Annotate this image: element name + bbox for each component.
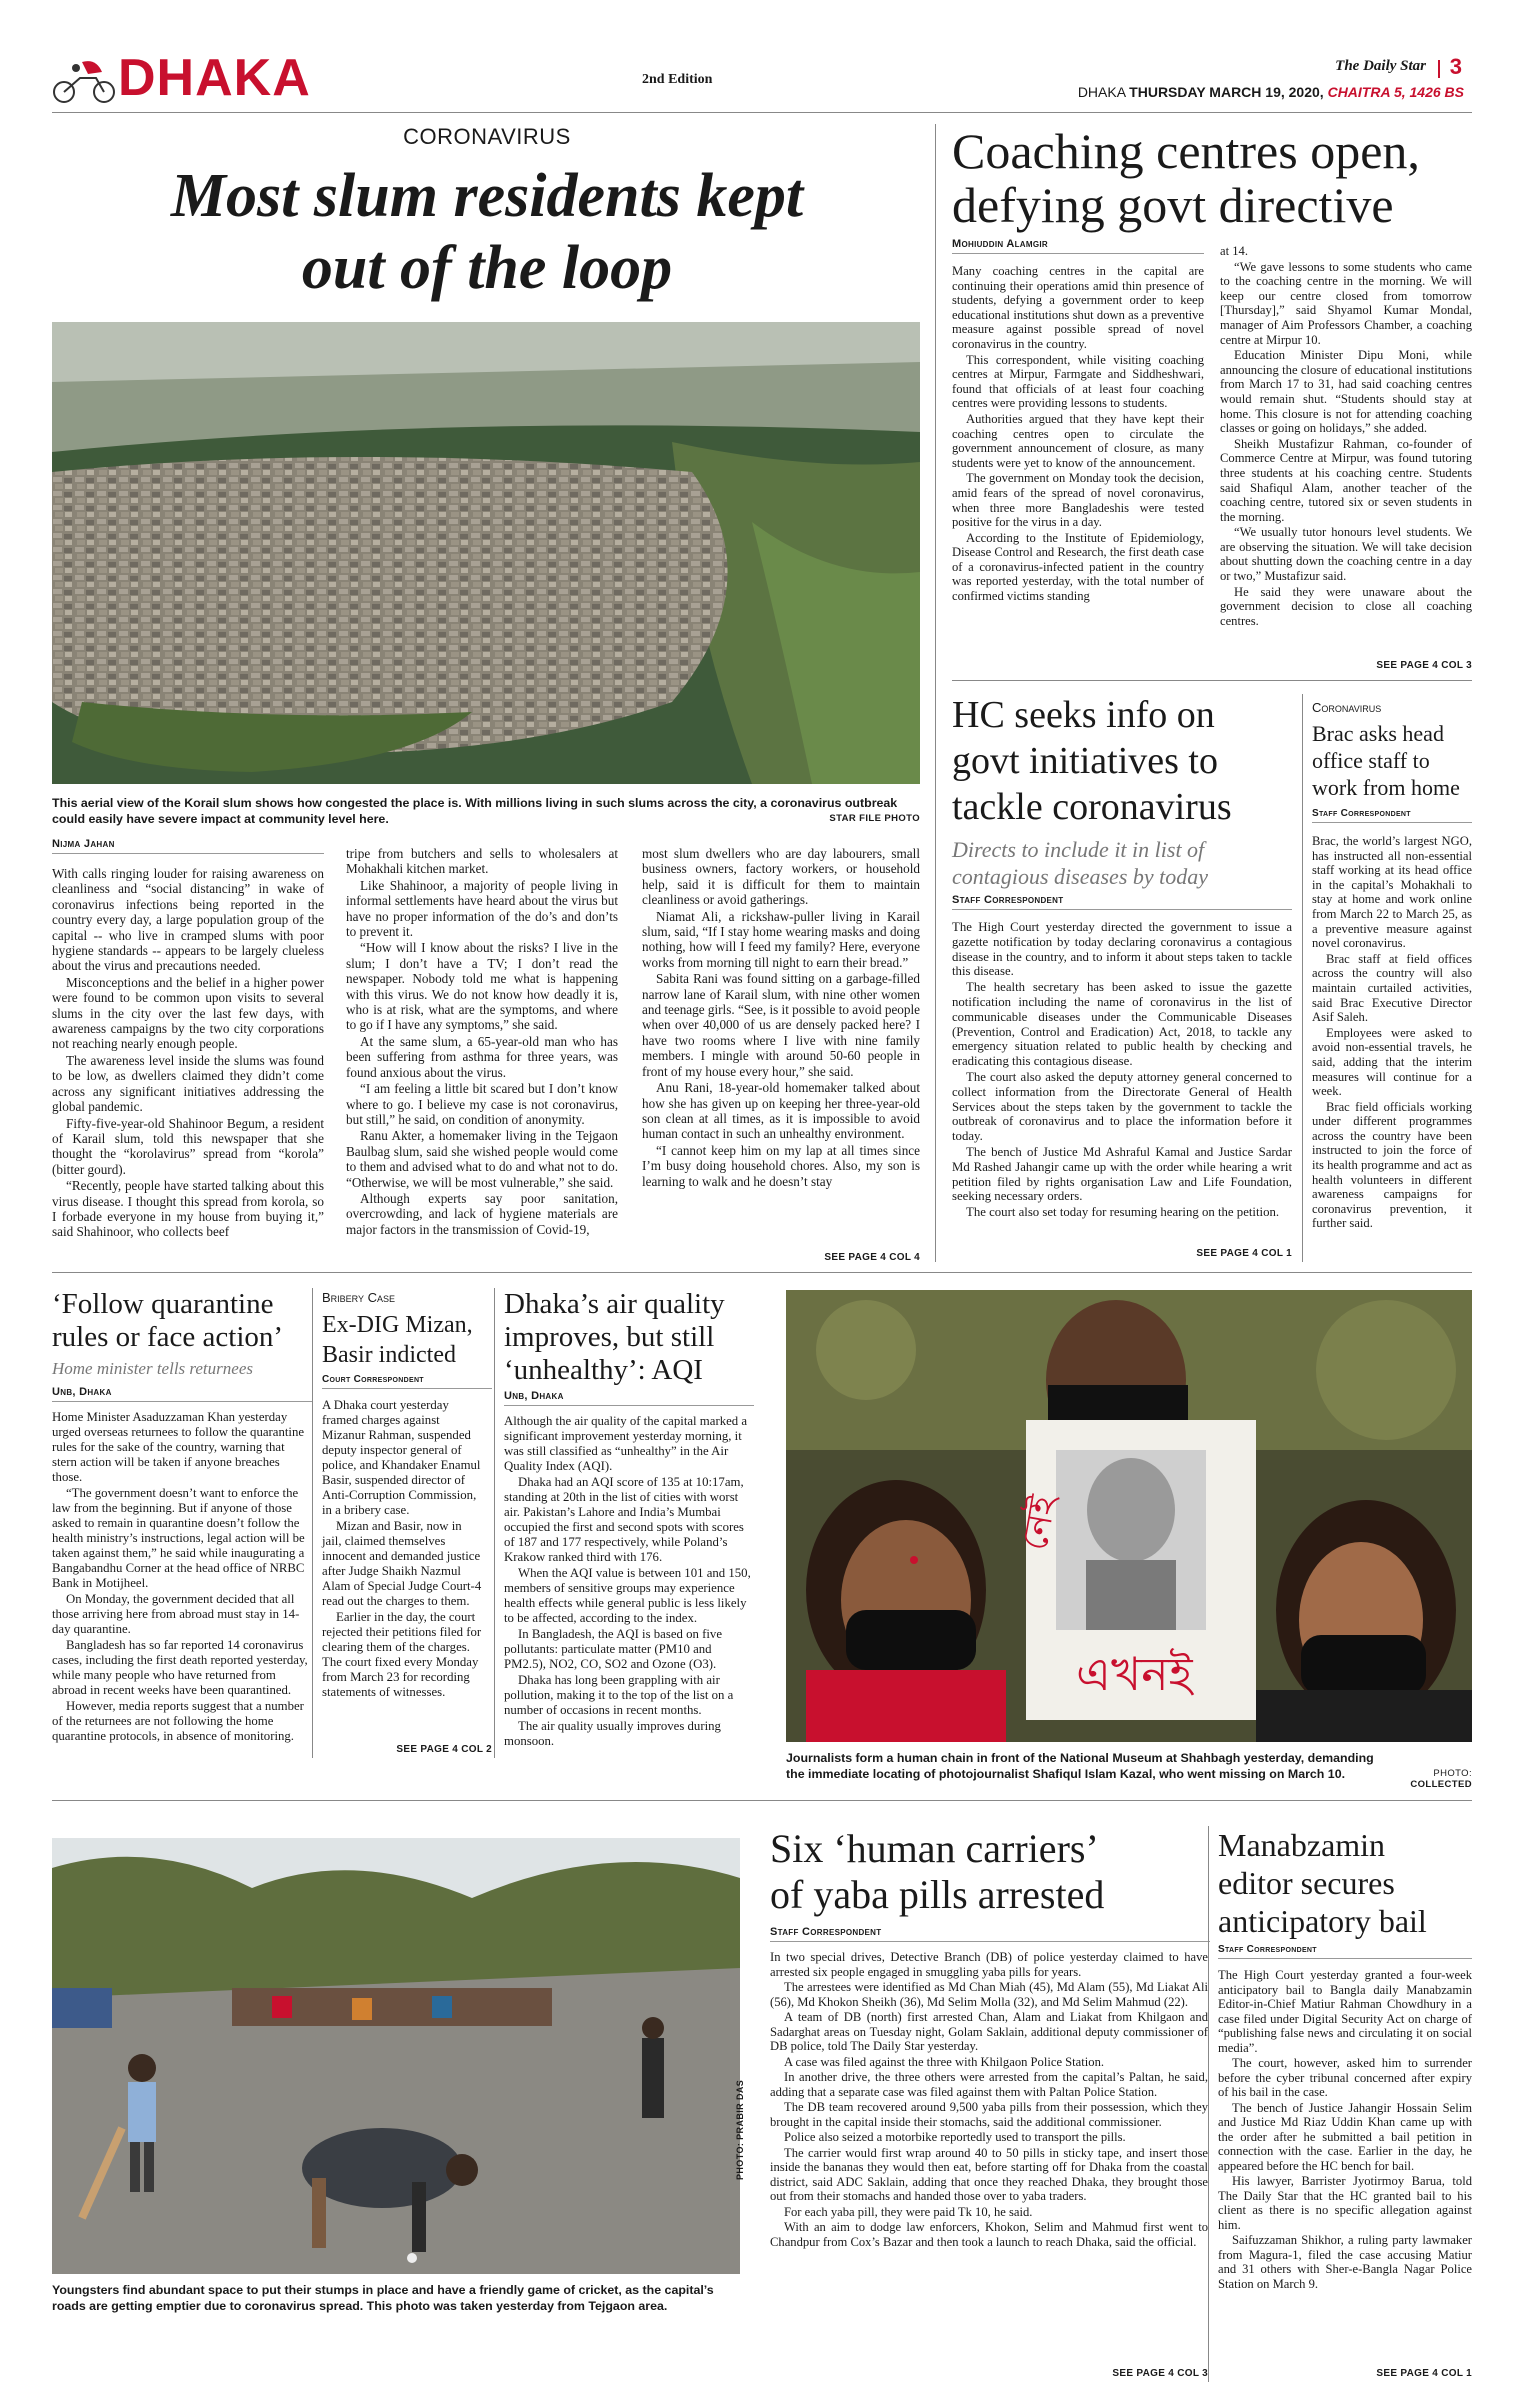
air-headline-line2: improves, but still: [504, 1321, 715, 1353]
hc-headline-line1: HC seeks info on: [952, 694, 1215, 736]
brac-kicker: Coronavirus: [1312, 700, 1382, 715]
column-rule-main: [935, 124, 936, 1262]
protest-caption: Journalists form a human chain in front of the National Museum at Shahbagh yesterday, demanding the immediate locating of photojournalist Shafiqul Islam Kazal, who went missing on March 10.: [786, 1751, 1374, 1781]
hc-subhead-line2: contagious diseases by today: [952, 864, 1209, 889]
hc-subhead-line1: Directs to include it in list of: [952, 837, 1205, 862]
yaba-p7: Police also seized a motorbike reportedly used to transport the pills.: [784, 2130, 1126, 2144]
yaba-p4: A case was filed against the three with Khilgaon Police Station.: [784, 2054, 1105, 2069]
slum-col3-p2: Niamat Ali, a rickshaw-puller living in Karail slum, said, “If I stay home wearing masks and doing nothing, how will I feed my family? Here, everyone works from morning till night to earn their bread.”: [642, 908, 920, 970]
hc-p2: The health secretary has been asked to issue the gazette notification including the name of coronavirus in the list of communicable diseases under the Communicable Diseases (Prevention, Control and Eradication) Act, 2018, to tackle any emergency situation related to public health by checking and eradicating this contagious disease.: [952, 980, 1292, 1069]
manab-p4: His lawyer, Barrister Jyotirmoy Barua, told The Daily Star that the HC granted bail to his client as there is no specific allegation against him.: [1218, 2174, 1472, 2232]
manab-byline: Staff Correspondent: [1218, 1944, 1472, 1959]
yaba-headline: [770, 1826, 1190, 1918]
yaba-byline: Staff Correspondent: [770, 1926, 1210, 1942]
coaching-col1-p5: According to the Institute of Epidemiology, Disease Control and Research, the first death case of a coronavirus-infected patient in the country was reported yesterday, with the total number of confirmed victims standing: [952, 530, 1204, 604]
dateline: [1078, 84, 1464, 100]
masthead: [52, 49, 1472, 110]
quarantine-p5: However, media reports suggest that a number of the returnees are not following the home quarantine protocols, in absence of monitoring.: [52, 1699, 304, 1743]
coaching-headline: [952, 124, 1472, 232]
hc-brac-rule: [1302, 694, 1303, 1262]
coaching-bottom-rule: [952, 680, 1472, 681]
air-p1: Although the air quality of the capital marked a significant improvement yesterday morning, it was still classified as “unhealthy” in the Air Quality Index (AQI).: [504, 1414, 748, 1473]
middle-bottom-rule: [52, 1800, 1472, 1801]
slum-col2-p2: Like Shahinoor, a majority of people living in informal settlements have heard about the virus but have no proper information of the do’s and don’ts to prevent it.: [346, 877, 618, 940]
coaching-col1-p3: Authorities argued that they have kept their coaching centres open to circulate the government announcement of closure, as many students were yet to know of the announcement.: [952, 411, 1204, 470]
hc-p1: The High Court yesterday directed the government to issue a gazette notification by today declaring coronavirus a contagious disease in the country, and to inform it about steps taken to tackle this disease.: [952, 920, 1292, 979]
yaba-p3: A team of DB (north) first arrested Chan, Alam and Liakat from Khilgaon and Sadarghat areas on Tuesday night, Golam Saklain, additional deputy commissioner of DB police, told The Daily Star yesterday.: [770, 2010, 1208, 2053]
manab-headline-line1: Manabzamin: [1218, 1827, 1386, 1863]
korail-slum-photo: [52, 322, 920, 784]
protest-photo-credit: [1370, 1768, 1472, 1790]
quarantine-headline-line1: ‘Follow quarantine: [52, 1288, 274, 1320]
page-number: 3: [1449, 54, 1462, 79]
bribery-headline-line1: Ex-DIG Mizan,: [322, 1312, 473, 1338]
quarantine-bribery-rule: [312, 1288, 313, 1758]
coaching-col2: [1220, 244, 1472, 629]
slum-byline: Nijma Jahan: [52, 838, 324, 854]
edition-label: 2nd Edition: [642, 72, 713, 87]
air-headline-line1: Dhaka’s air quality: [504, 1288, 725, 1320]
slum-col1: [52, 866, 324, 1241]
bribery-headline-line2: Basir indicted: [322, 1342, 456, 1368]
yaba-p10: With an aim to dodge law enforcers, Khokon, Selim and Mahmud first went to Chandpur from Cox’s Bazar and then took a launch to reach Dhaka, said the official.: [770, 2220, 1208, 2249]
manab-see-page[interactable]: SEE PAGE 4 COL 1: [1376, 2368, 1472, 2379]
hc-p3: The court also asked the deputy attorney general concerned to collect information from the Directorate General of Health Services about the steps taken by the government to tackle the outbreak of coronavirus and to place the information before it today.: [952, 1069, 1292, 1144]
yaba-headline-line1: Six ‘human carriers’: [770, 1826, 1099, 1871]
slum-headline-line1: Most slum residents kept: [170, 162, 804, 230]
brac-p1: Brac, the world’s largest NGO, has instructed all non-essential staff working at its head office in the capital’s Mohakhali to stay at home and work online from March 22 to March 25, as a preventive measure against novel coronavirus.: [1312, 834, 1472, 951]
slum-col2: [346, 846, 618, 1238]
coaching-col2-p3: Education Minister Dipu Moni, while announcing the closure of educational institutions from March 17 to 31, had said coaching centres would remain shut. “Students should stay at home. This closure is not for attending coaching classes or going on holidays,” she added.: [1220, 348, 1472, 436]
dateline-city: DHAKA: [1077, 84, 1126, 100]
coaching-byline: Mohiuddin Alamgir: [952, 238, 1204, 254]
air-byline: Unb, Dhaka: [504, 1390, 754, 1406]
quarantine-body: [52, 1410, 312, 1745]
slum-col2-p4: At the same slum, a 65-year-old man who has been suffering from asthma for three years, was found anxious about the virus.: [346, 1033, 618, 1080]
brac-headline-line2: office staff to: [1312, 748, 1430, 773]
manab-p1: The High Court yesterday granted a four-week anticipatory bail to Bangla daily Manabzamin Editor-in-Chief Matiur Rahman Chowdhury in a case filed under Digital Security Act on charge of “publishing false news and circulating it on social media”.: [1218, 1968, 1472, 2055]
coaching-col2-p4: Sheikh Mustafizur Rahman, co-founder of Commerce Centre at Mirpur, was found tutoring three students at his coaching centre. Students said Shafiqul Alam, another teacher of the coaching centre, tutored six or seven students in the morning.: [1220, 436, 1472, 524]
manab-headline-line3: anticipatory bail: [1218, 1903, 1427, 1939]
cricket-photo-credit: PHOTO: PRABIR DAS: [735, 2079, 745, 2180]
bribery-p2: Mizan and Basir, now in jail, claimed themselves innocent and demanded justice after Judge Shaikh Nazmul Alam of Special Judge Court-4 read out the charges to them.: [322, 1519, 482, 1608]
quarantine-headline-line2: rules or face action’: [52, 1321, 284, 1353]
bribery-see-page[interactable]: SEE PAGE 4 COL 2: [396, 1744, 492, 1755]
air-p5: Dhaka has long been grappling with air pollution, making it to the top of the list on a number of occasions in recent months.: [504, 1673, 734, 1717]
hc-p4: The bench of Justice Md Ashraful Kamal and Justice Sardar Md Rashed Jahangir came up with the order while hearing a writ petition filed by rights organisation Law and Life Foundation, seeking necessary orders.: [952, 1144, 1292, 1204]
rickshaw-icon: [52, 58, 118, 104]
brac-p4: Brac field officials working under different programmes across the country have been instructed to join the force of its health programme and act as health volunteers in different awareness campaigns for coronavirus prevention, it further said.: [1312, 1099, 1472, 1231]
slum-col1-p3: The awareness level inside the slums was found to be low, as dwellers claimed they didn’t come across any significant initiatives addressing the global pandemic.: [52, 1052, 324, 1115]
bribery-p3: Earlier in the day, the court rejected their petitions filed for clearing them of the charges. The court fixed every Monday from March 23 for recording statements of witnesses.: [322, 1610, 482, 1699]
coaching-col1-p2: This correspondent, while visiting coaching centres at Mirpur, Farmgate and Siddheshwari, found that officials of at least four coaching centres were providing lessons to students.: [952, 352, 1204, 411]
manab-body: [1218, 1968, 1472, 2292]
air-p2: Dhaka had an AQI score of 135 at 10:17am, standing at 20th in the list of cities with worst air. Pakistan’s Lahore and India’s Mumbai occupied the first and second spots with scores of 187 and 177 respectively, while Poland’s Krakow ranked third with 176.: [504, 1475, 744, 1564]
hc-byline: Staff Correspondent: [952, 894, 1292, 910]
coaching-col2-p2: “We gave lessons to some students who came to the coaching centre in the morning. We will keep our centre closed from tomorrow [Thursday],” said Shyamol Kumar Mondal, manager of Aim Professors Chamber, a coaching centre at Mirpur 10.: [1220, 259, 1472, 347]
quarantine-p1: Home Minister Asaduzzaman Khan yesterday urged overseas returnees to follow the quarantine rules for the sake of the country, warning that stern action will be taken if anyone breaches those.: [52, 1410, 305, 1484]
aerial-slum-illustration: [52, 322, 920, 784]
yaba-p5: In another drive, the three others were arrested from the capital’s Paltan, he said, adding that a separate case was filed against them with Paltan Police Station.: [770, 2070, 1208, 2099]
coaching-col2-p1: at 14.: [1220, 244, 1248, 258]
yaba-p2: The arrestees were identified as Md Chan Miah (45), Md Alam (55), Md Liakat Ali (56), Md Khokon Sheikh (36), Md Selim Molla (32), and Md Selim Mahmud (22).: [770, 1980, 1208, 2009]
quarantine-subhead: Home minister tells returnees: [52, 1359, 253, 1378]
quarantine-p4: Bangladesh has so far reported 14 coronavirus cases, including the first death reported yesterday, while many people who have returned from abroad in recent weeks have been quarantined.: [52, 1638, 308, 1697]
air-p4: In Bangladesh, the AQI is based on five pollutants: particulate matter (PM10 and PM2.5), NO2, CO, SO2 and Ozone (O3).: [504, 1627, 722, 1671]
hc-headline-line3: tackle coronavirus: [952, 786, 1232, 828]
coaching-headline-line1: Coaching centres open,: [952, 123, 1420, 179]
slum-headline: [52, 160, 922, 304]
hc-subhead: [952, 836, 1292, 890]
slum-kicker: CORONAVIRUS: [403, 124, 571, 149]
slum-col2-p3: “How will I know about the risks? I live in the slum; I don’t have a TV; I don’t read the newspaper. Nobody told me what is happening with this virus. We do not know how deadly it is, who is at risk, what are the symptoms, and where to go if I have any symptoms,” she said.: [346, 940, 618, 1033]
brac-headline-line3: work from home: [1312, 775, 1460, 800]
brac-p3: Employees were asked to avoid non-essential travels, he said, adding that the interim measures will continue for a week.: [1312, 1025, 1472, 1099]
hc-body: [952, 920, 1292, 1221]
hc-headline-line2: govt initiatives to: [952, 740, 1218, 782]
svg-text:নেই: নেই: [1014, 1492, 1065, 1554]
svg-text:এখনই: এখনই: [1076, 1647, 1193, 1701]
brac-headline-line1: Brac asks head: [1312, 721, 1444, 746]
air-body: [504, 1414, 754, 1750]
yaba-see-page[interactable]: SEE PAGE 4 COL 3: [1112, 2368, 1208, 2379]
slum-col3-p4: Anu Rani, 18-year-old homemaker talked about how she has given up on keeping her three-year-old son clean at all times, as it is impossible to avoid human contact in such an unhealthy environment.: [642, 1080, 920, 1142]
manab-headline-line2: editor secures: [1218, 1865, 1395, 1901]
cricket-photo: [52, 1838, 740, 2274]
slum-photo-credit: STAR FILE PHOTO: [829, 813, 920, 824]
coaching-col1-p1: Many coaching centres in the capital are continuing their operations amid thin presence of students, defying a government order to keep educational institutions shut down as a preventive measure against possible spread of novel coronavirus in the country.: [952, 264, 1204, 351]
coaching-see-page[interactable]: SEE PAGE 4 COL 3: [1376, 660, 1472, 671]
manab-p2: The court, however, asked him to surrender before the cyber tribunal concerned after expiry of his bail in the case.: [1218, 2056, 1472, 2099]
protest-illustration: [786, 1290, 1472, 1742]
coaching-col2-p6: He said they were unaware about the government decision to close all coaching centres.: [1220, 584, 1472, 628]
bribery-kicker: Bribery Case: [322, 1290, 396, 1305]
yaba-p1: In two special drives, Detective Branch (DB) of police yesterday claimed to have arrested six people engaged in smuggling yaba pills for years.: [770, 1950, 1208, 1979]
yaba-headline-line2: of yaba pills arrested: [770, 1872, 1105, 1917]
bribery-air-rule: [494, 1288, 495, 1758]
slum-col2-p1: tripe from butchers and sells to wholesalers at Mohakhali kitchen market.: [346, 846, 618, 877]
coaching-col1-p4: The government on Monday took the decision, amid fears of the spread of novel coronavirus, when three more Bangladeshis were tested positive for the virus in a day.: [952, 471, 1204, 530]
yaba-manab-rule: [1208, 1826, 1209, 2382]
slum-col2-p7: Although experts say poor sanitation, overcrowding, and lack of hygiene materials are major factors in the transmission of Covid-19,: [346, 1190, 618, 1237]
hc-p5: The court also set today for resuming hearing on the petition.: [966, 1205, 1280, 1220]
dateline-bangla: CHAITRA 5, 1426 BS: [1327, 84, 1464, 100]
bribery-p1: A Dhaka court yesterday framed charges against Mizanur Rahman, suspended deputy inspector general of police, and Khandaker Enamul Basir, suspended director of Anti-Corruption Commission, in a bribery case.: [322, 1398, 481, 1517]
slum-col3-p3: Sabita Rani was found sitting on a garbage-filled narrow lane of Karail slum, with nine other women and teenage girls. “See, is it possible to avoid people when over 40,000 of us are densely packed here? I have two rooms where I live with nine family members. I mingle with around 50-60 people in front of my house every hour,” she said.: [642, 971, 920, 1079]
slum-see-page[interactable]: SEE PAGE 4 COL 4: [824, 1252, 920, 1263]
slum-headline-line2: out of the loop: [301, 234, 673, 302]
brac-body: [1312, 834, 1472, 1232]
slum-col1-p5: “Recently, people have started talking about this virus disease. I thought this spread from korola, so I forbade everyone in my house from buying it,” said Shahinoor, who collects beef: [52, 1178, 324, 1240]
quarantine-byline: Unb, Dhaka: [52, 1386, 312, 1402]
air-p3: When the AQI value is between 101 and 150, members of sensitive groups may experience health effects while general public is less likely to be affected, according to the index.: [504, 1566, 751, 1625]
paper-name: The Daily Star: [1335, 58, 1426, 74]
yaba-body: [770, 1950, 1208, 2250]
coaching-headline-line2: defying govt directive: [952, 177, 1394, 233]
bribery-headline: [322, 1310, 492, 1370]
bribery-body: [322, 1398, 484, 1701]
slum-col1-p1: With calls ringing louder for raising awareness on cleanliness and “social distancing” in wake of coronavirus infections being reported in the country every day, a large population group of the capital -- who live in cramped slums with poor hygiene standards -- appears to be largely clueless about the virus and precautions needed.: [52, 866, 324, 974]
manab-p5: Saifuzzaman Shikhor, a ruling party lawmaker from Magura-1, filed the case accusing Matiur and 31 others with Sher-e-Bangla Nagar Police Station on March 9.: [1218, 2233, 1472, 2291]
dateline-date: THURSDAY MARCH 19, 2020,: [1129, 84, 1324, 100]
quarantine-p3: On Monday, the government decided that all those arriving here from abroad must stay in 14-day quarantine.: [52, 1592, 300, 1636]
cricket-caption: Youngsters find abundant space to put their stumps in place and have a friendly game of cricket, as the capital’s roads are getting emptier due to coronavirus spread. This photo was taken yesterday from Tejgaon area.: [52, 2283, 714, 2313]
street-cricket-illustration: [52, 1838, 740, 2274]
bribery-byline: Court Correspondent: [322, 1374, 492, 1389]
brac-byline: Staff Correspondent: [1312, 808, 1472, 823]
protest-credit-value: COLLECTED: [1410, 1779, 1472, 1790]
manab-headline: [1218, 1826, 1472, 1940]
brac-p2: Brac staff at field offices across the country will also maintain curtailed activities, said Brac Executive Director Asif Saleh.: [1312, 951, 1472, 1025]
air-headline-line3: ‘unhealthy’: AQI: [504, 1354, 703, 1386]
middle-top-rule: [52, 1272, 1472, 1273]
coaching-col2-p5: “We usually tutor honours level students. We are observing the situation. We will take decision about shutting down the coaching centre in a day or two,” Mustafizur said.: [1220, 525, 1472, 584]
quarantine-headline: [52, 1288, 312, 1354]
slum-col1-p4: Fifty-five-year-old Shahinoor Begum, a resident of Karail slum, told this newspaper that she thought the “korolavirus” spread from “korola” (bitter gourd).: [52, 1115, 324, 1177]
slum-col3-p1: most slum dwellers who are day labourers, small business owners, factory workers, or household help, said it is difficult for them to maintain cleanliness or avoid gatherings.: [642, 846, 920, 908]
protest-photo: [786, 1290, 1472, 1742]
page-separator: [1438, 60, 1440, 78]
air-p6: The air quality usually improves during monsoon.: [504, 1719, 721, 1748]
air-headline: [504, 1288, 764, 1387]
slum-col2-p6: Ranu Akter, a homemaker living in the Tejgaon Baulbag slum, said she wished people would come to them and advised what to do and what not to do. “Otherwise, we will be most vulnerable,” she said.: [346, 1128, 618, 1190]
coaching-col1: [952, 264, 1204, 605]
manab-p3: The bench of Justice Jahangir Hossain Selim and Justice Md Riaz Uddin Khan came up with the order after he submitted a bail petition in connection with the case. Earlier in the day, he appeared before the HC bench for bail.: [1218, 2100, 1472, 2173]
brac-headline: [1312, 720, 1472, 801]
slum-col1-p2: Misconceptions and the belief in a higher power were found to be common upon visits to several slums in the city over the last few days, with awareness campaigns by the two city corporations not reaching nearly enough people.: [52, 974, 324, 1052]
quarantine-p2: “The government doesn’t want to enforce the law from the beginning. But if anyone of those asked to remain in quarantine doesn’t follow the health ministry’s instructions, legal action will be taken against them,” he said while inaugurating a Bangabandhu Corner at the head office of NRBC Bank in Motijheel.: [52, 1486, 305, 1590]
slum-caption: This aerial view of the Korail slum shows how congested the place is. With millions living in such slums across the city, a coronavirus outbreak could easily have severe impact at community level here.: [52, 796, 898, 826]
yaba-p6: The DB team recovered around 9,500 yaba pills from their possession, which they brought in the capital inside their stomachs, said the additional commissioner.: [770, 2100, 1208, 2129]
hc-see-page[interactable]: SEE PAGE 4 COL 1: [1196, 1248, 1292, 1259]
yaba-p8: The carrier would first wrap around 40 to 50 pills in sticky tape, and insert those inside the bananas they would then eat, before starting off for Dhaka from the coastal district, said ADC Saklain, adding that once they reached Dhaka, they brought those out from their stomachs and handed those over to yaba traders.: [770, 2145, 1208, 2203]
slum-col3-p5: “I cannot keep him on my lap at all times since I’m busy doing household chores. Also, my son is learning to walk and he doesn’t stay: [642, 1142, 920, 1189]
protest-credit-label: PHOTO:: [1433, 1768, 1472, 1779]
section-logo: DHAKA: [118, 49, 311, 107]
yaba-p9: For each yaba pill, they were paid Tk 10, he said.: [784, 2204, 1033, 2219]
slum-col3: [642, 846, 920, 1190]
masthead-rule: [52, 112, 1472, 113]
hc-headline: [952, 692, 1292, 830]
slum-col2-p5: “I am feeling a little bit scared but I don’t know where to go. I believe my case is not coronavirus, but still,” he said, on condition of anonymity.: [346, 1081, 618, 1127]
